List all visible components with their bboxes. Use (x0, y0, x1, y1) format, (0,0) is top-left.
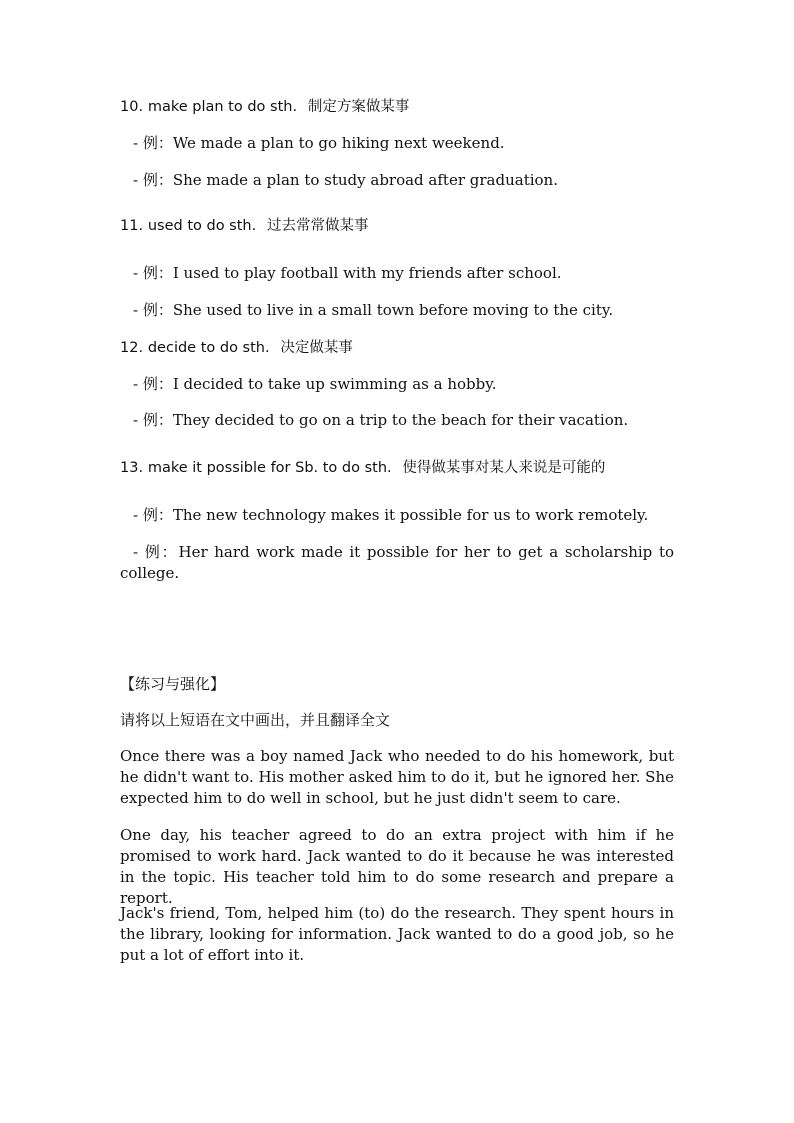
phrase-heading-13 (120, 457, 674, 479)
example-sentence: - 例：We made a plan to go hiking next weekend. (133, 134, 505, 152)
example-sentence: - 例：Her hard work made it possible for her to get a scholarship to college. (120, 543, 674, 582)
item-number: 10. (120, 99, 144, 115)
phrase-heading-11 (120, 215, 674, 237)
phrase-translation: 决定做某事 (280, 340, 353, 356)
example-sentence: - 例：I used to play football with my friends after school. (133, 264, 562, 282)
item-number: 12. (120, 340, 144, 356)
phrase-translation: 使得做某事对某人来说是可能的 (402, 460, 606, 476)
phrase-text: used to do sth. (147, 218, 257, 234)
phrase-text: make plan to do sth. (147, 99, 298, 115)
passage-paragraph: One day, his teacher agreed to do an extra project with him if he promised to work hard. Jack wanted to do it because he was interested in the topic. His teacher told him to do some research and prepare a report. (120, 826, 674, 907)
item-number: 11. (120, 218, 144, 234)
phrase-text: make it possible for Sb. to do sth. (147, 460, 392, 476)
example-sentence: - 例：I decided to take up swimming as a hobby. (133, 375, 497, 393)
phrase-heading-12 (120, 337, 674, 359)
phrase-text: decide to do sth. (147, 340, 270, 356)
phrase-translation: 制定方案做某事 (307, 99, 410, 115)
passage-paragraph: Jack's friend, Tom, helped him (to) do the research. They spent hours in the library, looking for information. Jack wanted to do a good job, so he put a lot of effort into it. (120, 904, 674, 964)
example-sentence: - 例：They decided to go on a trip to the beach for their vacation. (133, 411, 629, 429)
phrase-heading-10 (120, 96, 674, 118)
example-sentence: - 例：The new technology makes it possible for us to work remotely. (133, 506, 649, 524)
example-sentence: - 例：She made a plan to study abroad after graduation. (133, 171, 558, 189)
instruction-text: 请将以上短语在文中画出，并且翻译全文 (120, 711, 391, 729)
item-number: 13. (120, 460, 144, 476)
example-sentence: - 例：She used to live in a small town before moving to the city. (133, 301, 614, 319)
section-title: 【练习与强化】 (120, 675, 226, 693)
phrase-translation: 过去常常做某事 (267, 218, 369, 234)
passage-paragraph: Once there was a boy named Jack who needed to do his homework, but he didn't want to. His mother asked him to do it, but he ignored her. She expected him to do well in school, but he just didn't seem to care. (120, 747, 674, 807)
